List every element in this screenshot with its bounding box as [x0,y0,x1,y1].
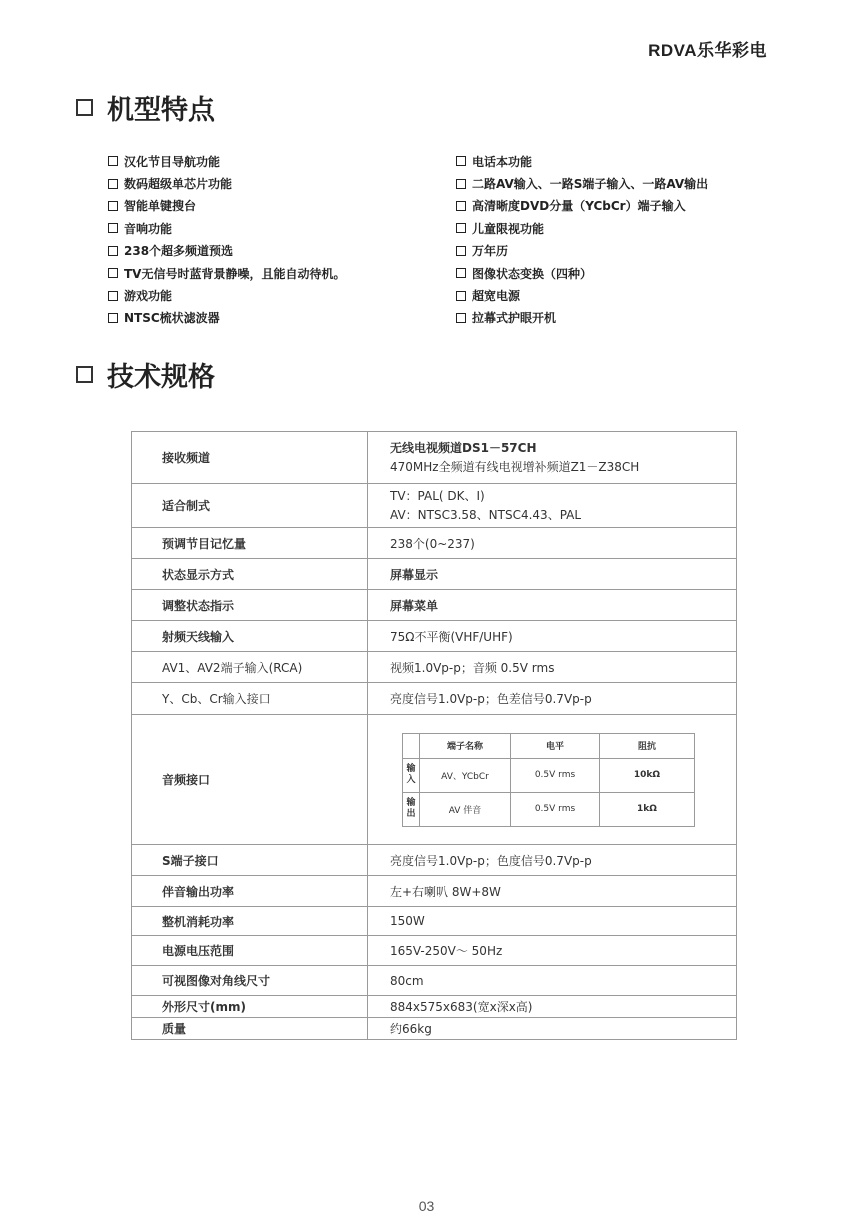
feature-item [456,307,708,329]
audio-io-label: 输出 [403,792,420,826]
audio-header: 阻抗 [600,733,695,758]
feature-text: 电话本功能 [472,154,533,169]
table-row [132,559,737,590]
feature-item [456,240,708,262]
feature-item [108,217,345,239]
checkbox-icon [108,268,118,278]
checkbox-icon [456,268,466,278]
spec-value: 75Ω不平衡(VHF/UHF) [368,621,737,652]
audio-cell: AV、YCbCr [420,758,511,792]
checkbox-icon [108,291,118,301]
table-row [403,733,695,758]
spec-value: 亮度信号1.0Vp-p；色度信号0.7Vp-p [368,845,737,876]
spec-line: 470MHz全频道有线电视增补频道Z1－Z38CH [390,459,640,474]
spec-value [368,484,737,528]
spec-label: AV1、AV2端子输入(RCA) [132,652,368,683]
audio-header: 端子名称 [420,733,511,758]
feature-text: 238个超多频道预选 [124,244,234,259]
feature-text: 高清晰度DVD分量（YCbCr）端子输入 [472,199,686,214]
spec-value: 屏幕菜单 [368,590,737,621]
spec-label: 状态显示方式 [132,559,368,590]
brand-logo: RDVA乐华彩电 [648,41,767,60]
spec-label: 音频接口 [132,715,368,845]
spec-value: 左+右喇叭 8W+8W [368,876,737,907]
feature-item [108,195,345,217]
feature-text: 二路AV输入、一路S端子输入、一路AV输出 [472,177,709,192]
audio-header-blank [403,733,420,758]
feature-item [108,172,345,194]
feature-text: 万年历 [472,244,509,259]
spec-label: 整机消耗功率 [132,907,368,936]
table-row [132,715,737,845]
feature-text: NTSC梳状滤波器 [124,311,220,326]
spec-label: 适合制式 [132,484,368,528]
page-number: 03 [418,1198,435,1214]
heading-checkbox-icon [76,366,93,383]
table-row [403,758,695,792]
audio-cell: 0.5V rms [511,758,600,792]
table-row [132,907,737,936]
features-left-column [108,150,345,329]
checkbox-icon [456,179,466,189]
spec-label: Y、Cb、Cr输入接口 [132,683,368,715]
spec-value: 80cm [368,966,737,996]
features-right-column [456,150,708,329]
spec-value: 约66kg [368,1018,737,1040]
feature-item [108,307,345,329]
checkbox-icon [456,291,466,301]
feature-text: TV无信号时蓝背景静噪，且能自动待机。 [124,266,346,281]
spec-label: 电源电压范围 [132,936,368,966]
feature-text: 汉化节目导航功能 [124,154,221,169]
feature-text: 儿童限视功能 [472,221,545,236]
feature-item [456,195,708,217]
feature-item [456,262,708,284]
spec-label: 伴音输出功率 [132,876,368,907]
spec-line: 无线电视频道DS1－57CH [390,440,537,455]
features-title: 机型特点 [107,95,215,126]
table-row [403,792,695,826]
specs-title: 技术规格 [107,362,215,393]
audio-interface-table [402,733,695,827]
spec-table [131,431,737,1040]
spec-label: 调整状态指示 [132,590,368,621]
feature-item [456,284,708,306]
spec-line: TV：PAL( DK、I) [390,488,485,503]
checkbox-icon [456,201,466,211]
table-row [132,528,737,559]
feature-item [456,150,708,172]
spec-value [368,432,737,484]
feature-text: 数码超级单芯片功能 [124,177,233,192]
feature-item [108,284,345,306]
spec-line: AV：NTSC3.58、NTSC4.43、PAL [390,507,582,522]
features-heading [76,88,215,127]
feature-item [108,240,345,262]
table-row [132,845,737,876]
table-row [132,621,737,652]
checkbox-icon [108,223,118,233]
feature-item [456,217,708,239]
table-row [132,996,737,1018]
table-row [132,1018,737,1040]
features-list [108,150,798,329]
feature-text: 图像状态变换（四种） [472,266,593,281]
heading-checkbox-icon [76,99,93,116]
spec-value: 150W [368,907,737,936]
checkbox-icon [108,201,118,211]
spec-label: 预调节目记忆量 [132,528,368,559]
spec-label: 质量 [132,1018,368,1040]
checkbox-icon [108,246,118,256]
table-row [132,966,737,996]
spec-value: 165V-250V～ 50Hz [368,936,737,966]
audio-cell: 10kΩ [600,758,695,792]
table-row [132,590,737,621]
feature-text: 超宽电源 [472,289,521,304]
audio-cell: 0.5V rms [511,792,600,826]
feature-text: 音响功能 [124,221,173,236]
spec-value: 238个(0~237) [368,528,737,559]
feature-item [108,150,345,172]
checkbox-icon [108,313,118,323]
feature-text: 游戏功能 [124,289,173,304]
spec-label: 外形尺寸(mm) [132,996,368,1018]
spec-value: 884x575x683(宽x深x高) [368,996,737,1018]
feature-item [456,172,708,194]
table-row [132,876,737,907]
audio-header: 电平 [511,733,600,758]
feature-item [108,262,345,284]
table-row [132,652,737,683]
checkbox-icon [456,313,466,323]
audio-io-label: 输入 [403,758,420,792]
spec-label: S端子接口 [132,845,368,876]
checkbox-icon [456,223,466,233]
spec-label: 射频天线输入 [132,621,368,652]
audio-cell: AV 伴音 [420,792,511,826]
spec-value: 视频1.0Vp-p；音频 0.5V rms [368,652,737,683]
spec-label: 可视图像对角线尺寸 [132,966,368,996]
checkbox-icon [456,246,466,256]
table-row [132,683,737,715]
feature-text: 智能单键搜台 [124,199,197,214]
specs-heading [76,355,215,394]
audio-cell: 1kΩ [600,792,695,826]
spec-value [368,715,737,845]
checkbox-icon [108,156,118,166]
checkbox-icon [108,179,118,189]
table-row [132,432,737,484]
feature-text: 拉幕式护眼开机 [472,311,557,326]
spec-label: 接收频道 [132,432,368,484]
spec-value: 屏幕显示 [368,559,737,590]
spec-value: 亮度信号1.0Vp-p；色差信号0.7Vp-p [368,683,737,715]
table-row [132,936,737,966]
table-row [132,484,737,528]
checkbox-icon [456,156,466,166]
